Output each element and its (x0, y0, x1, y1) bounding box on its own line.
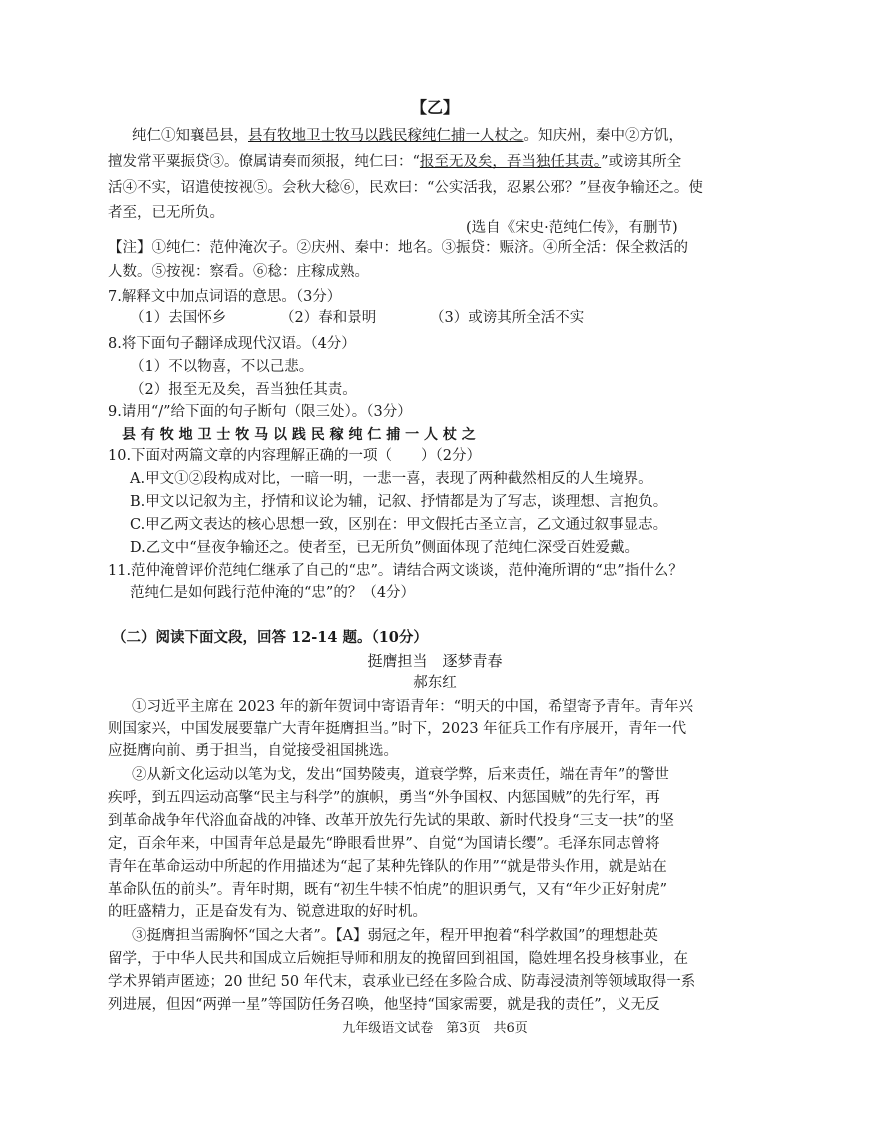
question-11-line-1: 11.范仲淹曾评价范纯仁继承了自己的“忠”。请结合两文谈谈，范仲淹所谓的“忠”指什么？ (108, 563, 683, 579)
question-10-option-a: A.甲文①②段构成对比，一暗一明，一悲一喜，表现了两种截然相反的人生境界。 (130, 471, 653, 487)
question-8: 8.将下面句子翻译成现代汉语。（4分） (108, 336, 356, 352)
article-title: 挺膺担当 逐梦青春 (367, 652, 503, 670)
page-footer: 九年级语文试卷 第3页 共6页 (342, 1021, 528, 1036)
article-line: 留学，于中华人民共和国成立后婉拒导师和朋友的挽留回到祖国，隐姓埋名投身核事业，在 (108, 951, 688, 967)
question-11-line-2: 范纯仁是如何践行范仲淹的“忠”的？（4分） (130, 585, 416, 601)
underlined-sentence-1: 县有牧地卫士牧马以践民稼纯仁捕一人杖之 (248, 128, 524, 144)
article-line: 的旺盛精力，正是奋发有为、锐意进取的好时机。 (108, 904, 427, 920)
article-line: 则国家兴，中国发展要靠广大青年挺膺担当。”时下，2023 年征兵工作有序展开，青年一代 (108, 721, 687, 737)
question-7: 7.解释文中加点词语的意思。（3分） (108, 289, 342, 305)
question-7-item-3: （3）或谤其所全活不实 (430, 310, 585, 326)
article-line: ①习近平主席在 2023 年的新年贺词中寄语青年：“明天的中国，希望寄予青年。青年兴 (132, 699, 694, 715)
article-line: 列进展，但因“两弹一星”等国防任务召唤，他坚持“国家需要，就是我的责任”，义无反 (108, 997, 660, 1013)
article-line: 应挺膺向前、勇于担当，自觉接受祖国挑选。 (108, 743, 398, 759)
question-9-sentence: 县 有 牧 地 卫 士 牧 马 以 践 民 稼 纯 仁 捕 一 人 杖 之 (122, 427, 476, 443)
section-title-yi: 【乙】 (410, 98, 459, 117)
yi-notes-line-2: 人数。⑤按视：察看。⑥稔：庄稼成熟。 (108, 264, 369, 280)
article-author: 郝东红 (413, 675, 457, 691)
article-line: 学术界销声匿迹；20 世纪 50 年代末，袁承业已经在多险合成、防毒浸渍剂等领域取得一系 (108, 974, 696, 990)
article-line: 疾呼，到五四运动高擎“民主与科学”的旗帜，勇当“外争国权、内惩国贼”的先行军，再 (108, 790, 660, 806)
article-line: 革命队伍的前头”。青年时期，既有“初生牛犊不怕虎”的胆识勇气，又有“年少正好射虎” (108, 882, 668, 898)
question-8-item-2: （2）报至无及矣，吾当独任其责。 (130, 382, 357, 398)
section-2-heading: （二）阅读下面文段，回答 12-14 题。（10分） (112, 629, 428, 646)
article-line: 到革命战争年代浴血奋战的冲锋、改革开放先行先试的果敢、新时代投身“三支一扶”的坚 (108, 813, 674, 829)
question-10-option-d: D.乙文中“昼夜争输还之。使者至，已无所负”侧面体现了范纯仁深受百姓爱戴。 (130, 540, 640, 556)
yi-text-line-1: 纯仁①知襄邑县，县有牧地卫士牧马以践民稼纯仁捕一人杖之。知庆州，秦中②方饥， (132, 128, 683, 144)
article-line: ②从新文化运动以笔为戈，发出“国势陵夷，道衰学弊，后来责任，端在青年”的警世 (132, 767, 669, 783)
yi-text-line-3: 活④不实，诏遣使按视⑤。会秋大稔⑥，民欢曰：“公实活我，忍累公邪？”昼夜争输还之。使 (108, 180, 703, 196)
question-10-option-c: C.甲乙两文表达的核心思想一致，区别在：甲文假托古圣立言，乙文通过叙事显志。 (130, 517, 668, 533)
yi-text-line-4: 者至，已无所负。 (108, 205, 224, 221)
question-9: 9.请用“/”给下面的句子断句（限三处）。（3分） (108, 404, 412, 420)
question-10: 10.下面对两篇文章的内容理解正确的一项（ ）（2分） (108, 448, 482, 464)
yi-text-line-2: 擅发常平粟振贷③。僚属请奏而须报，纯仁曰：“报至无及矣，吾当独任其责。”或谤其所全 (108, 154, 682, 170)
article-line: ③挺膺担当需胸怀“国之大者”。【A】弱冠之年，程开甲抱着“科学救国”的理想赴英 (132, 928, 658, 944)
yi-source: (选自《宋史·范纯仁传》，有删节) (466, 220, 678, 236)
article-line: 定，百余年来，中国青年总是最先“睁眼看世界”、自觉“为国请长缨”。毛泽东同志曾将 (108, 836, 660, 852)
question-7-item-2: （2）春和景明 (280, 310, 377, 326)
question-8-item-1: （1）不以物喜，不以己悲。 (130, 359, 314, 375)
yi-notes-line-1: 【注】①纯仁：范仲淹次子。②庆州、秦中：地名。③振贷：赈济。④所全活：保全救活的 (108, 240, 688, 256)
article-line: 青年在革命运动中所起的作用描述为“起了某种先锋队的作用”“就是带头作用，就是站在 (108, 859, 667, 875)
question-10-option-b: B.甲文以记叙为主，抒情和议论为辅，记叙、抒情都是为了写志，谈理想、言抱负。 (130, 494, 668, 510)
question-7-item-1: （1）去国怀乡 (130, 310, 227, 326)
underlined-sentence-2: 报至无及矣，吾当独任其责。 (419, 154, 602, 170)
